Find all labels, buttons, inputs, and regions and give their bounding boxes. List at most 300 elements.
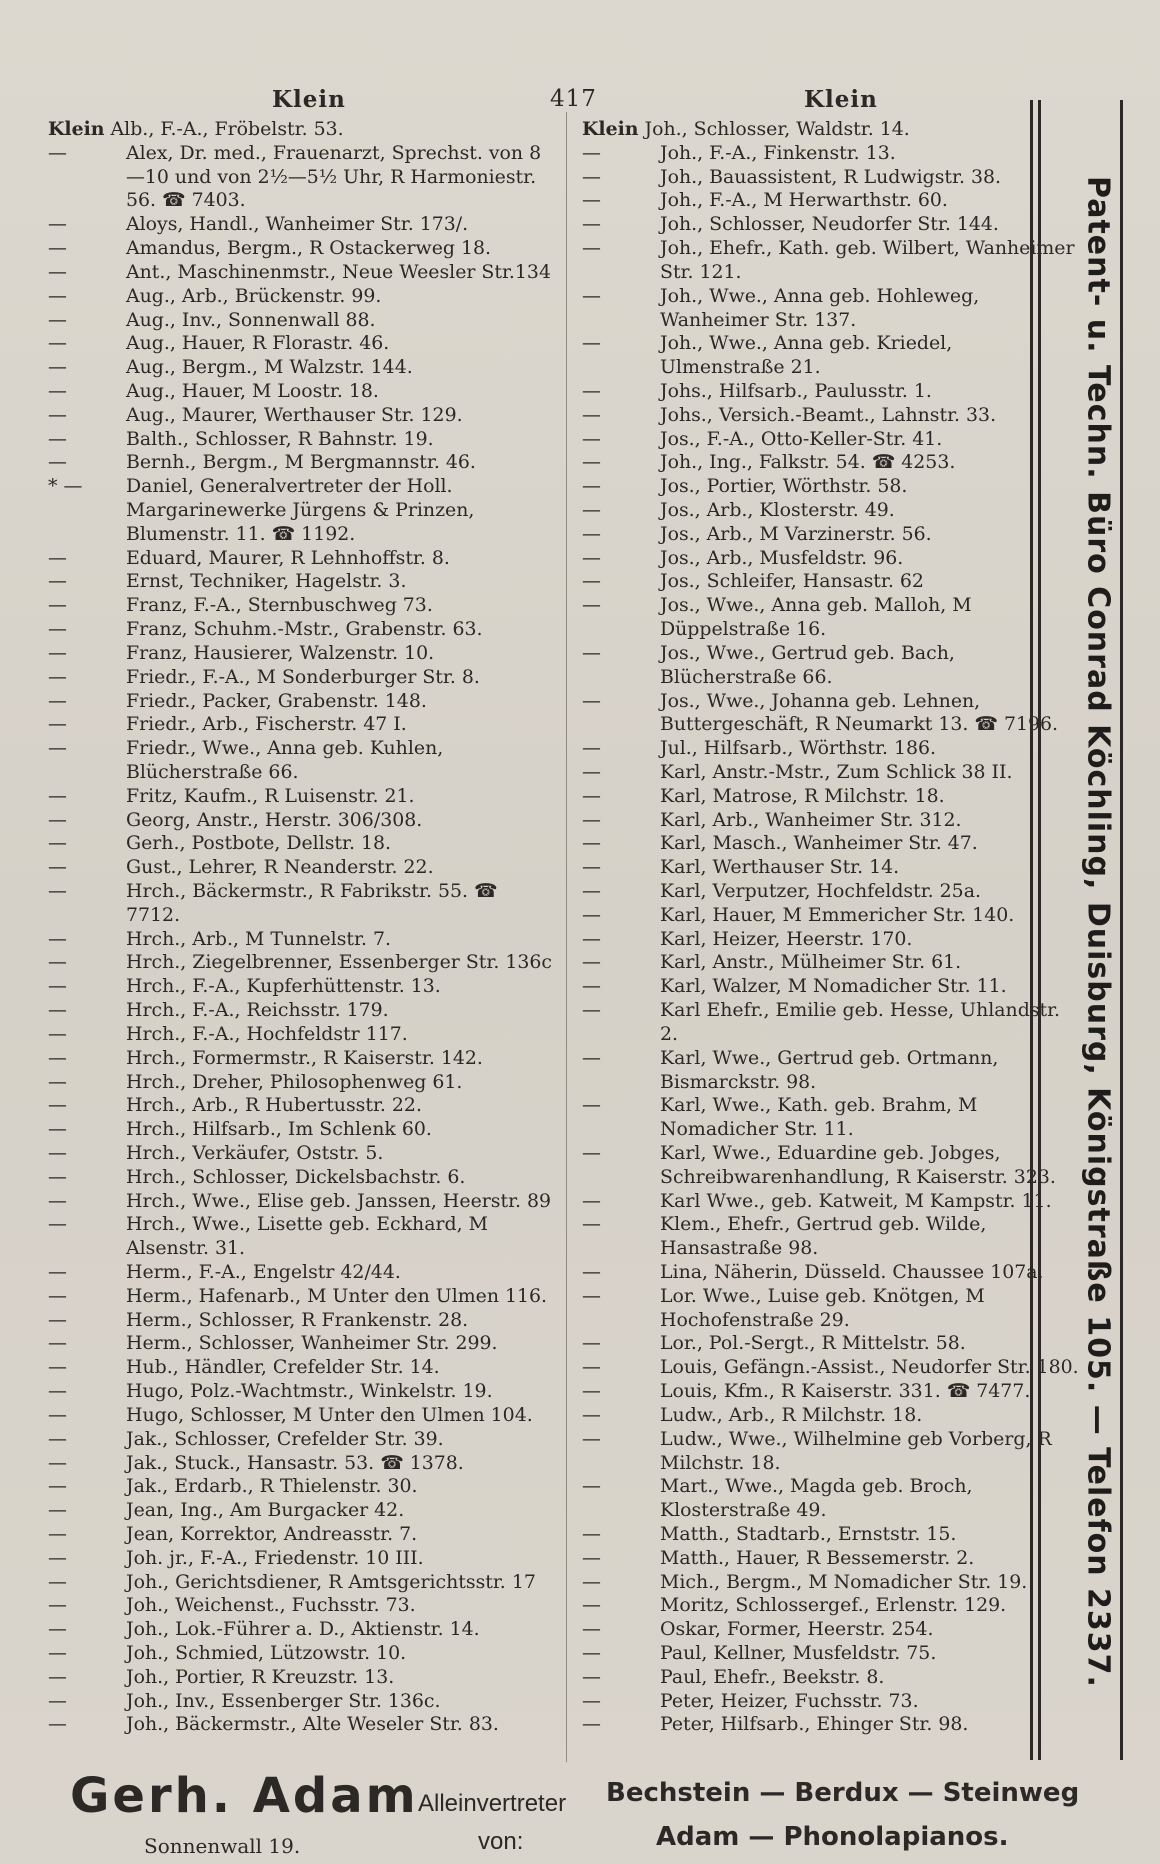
entry-lead: — xyxy=(48,832,67,855)
entry-text: Jak., Erdarb., R Thielenstr. 30. xyxy=(126,1475,418,1498)
entry-lead: — xyxy=(582,1522,601,1545)
entry-text: Joh., Bäckermstr., Alte Weseler Str. 83. xyxy=(126,1713,499,1736)
entry-text: Hrch., Formermstr., R Kaiserstr. 142. xyxy=(126,1046,483,1069)
entry-lead: — xyxy=(582,975,601,998)
entry-lead: — xyxy=(48,284,67,307)
entry-text: Joh., Ing., Falkstr. 54. ☎ 4253. xyxy=(660,451,956,474)
directory-entry xyxy=(48,856,556,880)
directory-entry xyxy=(48,1118,556,1142)
directory-entry xyxy=(48,1690,556,1714)
entry-lead: — xyxy=(48,1642,67,1664)
entry-text: Joh., Schlosser, Waldstr. 14. xyxy=(644,118,910,140)
entry-lead: Klein xyxy=(48,118,105,140)
entry-text: Karl, Werthauser Str. 14. xyxy=(660,856,900,879)
directory-entry xyxy=(48,475,556,546)
entry-text: Joh., Schmied, Lützowstr. 10. xyxy=(126,1642,407,1664)
directory-entry xyxy=(48,999,556,1023)
entry-lead: — xyxy=(582,1332,601,1355)
directory-entry xyxy=(48,951,556,975)
entry-text: Hrch., Arb., R Hubertusstr. 22. xyxy=(126,1094,422,1117)
directory-entry xyxy=(582,1190,1082,1214)
entry-lead: — xyxy=(48,1522,67,1545)
entry-lead: — xyxy=(48,1094,67,1117)
directory-entry xyxy=(48,261,556,285)
entry-lead: — xyxy=(582,1141,601,1164)
entry-text: Hrch., Schlosser, Dickelsbachstr. 6. xyxy=(126,1165,466,1188)
entry-lead: — xyxy=(582,1546,601,1569)
entry-lead: — xyxy=(48,951,67,974)
entry-lead: — xyxy=(582,237,601,260)
entry-lead: — xyxy=(48,713,67,736)
entry-text: Joh., Lok.-Führer a. D., Aktienstr. 14. xyxy=(126,1618,480,1641)
entry-lead: — xyxy=(48,856,67,879)
entry-text: Georg, Anstr., Herstr. 306/308. xyxy=(126,808,423,831)
entry-lead: — xyxy=(48,975,67,998)
entry-text: Jean, Ing., Am Burgacker 42. xyxy=(126,1499,405,1522)
entry-text: Aug., Arb., Brückenstr. 99. xyxy=(126,284,382,307)
entry-text: Joh., Inv., Essenberger Str. 136c. xyxy=(126,1689,441,1712)
entry-text: Bernh., Bergm., M Bergmannstr. 46. xyxy=(126,451,476,474)
directory-entry xyxy=(582,785,1082,809)
entry-lead: — xyxy=(48,1499,67,1522)
directory-entry xyxy=(582,856,1082,880)
entry-lead: — xyxy=(48,689,67,712)
directory-entry xyxy=(48,1380,556,1404)
entry-lead: — xyxy=(582,570,601,593)
entry-lead: — xyxy=(48,1189,67,1212)
entry-text: Herm., Hafenarb., M Unter den Ulmen 116. xyxy=(126,1284,548,1307)
entry-text: Alb., F.-A., Fröbelstr. 53. xyxy=(110,118,344,140)
directory-entry xyxy=(48,1213,556,1261)
entry-lead: — xyxy=(48,1689,67,1712)
entry-lead: — xyxy=(582,546,601,569)
directory-entry xyxy=(582,142,1082,166)
entry-lead: — xyxy=(48,237,67,260)
entry-text: Fritz, Kaufm., R Luisenstr. 21. xyxy=(126,784,415,807)
footer-brands-line1: Bechstein — Berdux — Steinweg xyxy=(606,1778,1080,1808)
entry-lead: — xyxy=(48,451,67,474)
entry-text: Karl, Matrose, R Milchstr. 18. xyxy=(660,784,945,807)
entry-text: Aug., Hauer, R Florastr. 46. xyxy=(126,332,390,355)
entry-text: Hugo, Polz.-Wachtmstr., Winkelstr. 19. xyxy=(126,1380,493,1403)
entry-lead: — xyxy=(48,356,67,379)
entry-text: Jos., Wwe., Anna geb. Malloh, M Düppelstraße 16. xyxy=(660,594,972,641)
entry-text: Alex, Dr. med., Frauenarzt, Sprechst. von 8—10 und von 2½—5½ Uhr, R Harmoniestr. 56. ☎ 7403. xyxy=(126,141,542,212)
entry-text: Jos., Arb., Musfeldstr. 96. xyxy=(660,546,904,569)
entry-text: Amandus, Bergm., R Ostackerweg 18. xyxy=(126,237,492,260)
entry-lead: — xyxy=(582,641,601,664)
entry-text: Ant., Maschinenmstr., Neue Weesler Str.134 xyxy=(126,260,551,283)
directory-entry xyxy=(582,1666,1082,1690)
entry-text: Karl, Anstr., Mülheimer Str. 61. xyxy=(660,951,962,974)
directory-entry xyxy=(48,332,556,356)
entry-lead: — xyxy=(48,141,67,164)
directory-entry xyxy=(582,118,1082,142)
entry-lead: — xyxy=(48,1451,67,1474)
directory-entry xyxy=(48,975,556,999)
directory-entry xyxy=(48,690,556,714)
entry-lead: — xyxy=(582,499,601,521)
entry-lead: — xyxy=(582,213,601,236)
entry-text: Jos., Arb., M Varzinerstr. 56. xyxy=(660,522,932,545)
entry-text: Jul., Hilfsarb., Wörthstr. 186. xyxy=(660,737,937,760)
entry-text: Klem., Ehefr., Gertrud geb. Wilde, Hansastraße 98. xyxy=(660,1213,987,1260)
entry-lead: — xyxy=(582,737,601,760)
entry-lead: — xyxy=(582,1189,601,1212)
directory-entry xyxy=(48,356,556,380)
entry-lead: — xyxy=(582,1713,601,1736)
directory-entry xyxy=(48,785,556,809)
entry-text: Jos., Arb., Klosterstr. 49. xyxy=(660,499,895,521)
entry-text: Joh. jr., F.-A., Friedenstr. 10 III. xyxy=(126,1546,424,1569)
directory-entry xyxy=(582,570,1082,594)
entry-lead: — xyxy=(582,1642,601,1664)
entry-text: Karl, Walzer, M Nomadicher Str. 11. xyxy=(660,975,1007,998)
entry-lead: — xyxy=(48,427,67,450)
directory-entry xyxy=(582,1475,1082,1523)
side-banner: Patent- u. Techn. Büro Conrad Köchling, Duisburg, Königstraße 105. — Telefon 2337. xyxy=(1080,176,1116,1688)
footer-brands-line2: Adam — Phonolapianos. xyxy=(656,1822,1009,1852)
directory-entry xyxy=(48,737,556,785)
entry-text: Jos., Schleifer, Hansastr. 62 xyxy=(660,570,924,593)
entry-lead: — xyxy=(48,379,67,402)
entry-lead: — xyxy=(48,260,67,283)
directory-entry xyxy=(582,404,1082,428)
entry-text: Aug., Bergm., M Walzstr. 144. xyxy=(126,356,413,379)
entry-text: Franz, Schuhm.-Mstr., Grabenstr. 63. xyxy=(126,618,483,641)
directory-entry xyxy=(582,1213,1082,1261)
entry-text: Joh., Weichenst., Fuchsstr. 73. xyxy=(126,1594,416,1617)
entry-lead: — xyxy=(48,546,67,569)
entry-text: Karl, Wwe., Gertrud geb. Ortmann, Bismarckstr. 98. xyxy=(660,1046,999,1093)
directory-entry xyxy=(582,1380,1082,1404)
directory-entry xyxy=(582,1642,1082,1666)
directory-entry xyxy=(582,761,1082,785)
entry-lead: — xyxy=(582,379,601,402)
entry-lead: — xyxy=(48,1165,67,1188)
directory-entry xyxy=(48,1047,556,1071)
directory-entry xyxy=(582,904,1082,928)
directory-entry xyxy=(48,428,556,452)
entry-lead: — xyxy=(48,1403,67,1426)
entry-lead: — xyxy=(582,427,601,450)
entry-text: Joh., Schlosser, Neudorfer Str. 144. xyxy=(660,213,999,236)
entry-lead: — xyxy=(48,784,67,807)
directory-entry xyxy=(48,1094,556,1118)
entry-lead: — xyxy=(48,999,67,1022)
entry-lead: — xyxy=(48,1665,67,1688)
directory-entry xyxy=(48,1475,556,1499)
entry-text: Hugo, Schlosser, M Unter den Ulmen 104. xyxy=(126,1403,533,1426)
entry-lead: — xyxy=(48,665,67,688)
entry-text: Karl, Anstr.-Mstr., Zum Schlick 38 II. xyxy=(660,760,1013,783)
entry-text: Karl Ehefr., Emilie geb. Hesse, Uhlandstr. 2. xyxy=(660,999,1061,1045)
directory-entry xyxy=(582,1356,1082,1380)
entry-text: Jos., Wwe., Johanna geb. Lehnen, Buttergeschäft, R Neumarkt 13. ☎ 7196. xyxy=(660,689,1059,736)
entry-lead: — xyxy=(48,594,67,617)
page-number: 417 xyxy=(550,86,597,112)
entry-lead: — xyxy=(48,213,67,236)
directory-entry xyxy=(48,1547,556,1571)
directory-entry xyxy=(48,1594,556,1618)
directory-entry xyxy=(48,1666,556,1690)
directory-entry xyxy=(582,1261,1082,1285)
entry-lead: — xyxy=(582,951,601,974)
entry-lead: — xyxy=(48,1284,67,1307)
directory-entry xyxy=(48,237,556,261)
directory-entry xyxy=(48,1190,556,1214)
entry-lead: — xyxy=(582,1261,601,1283)
entry-lead: — xyxy=(582,832,601,855)
entry-lead: — xyxy=(48,618,67,641)
header-left: Klein xyxy=(272,86,346,113)
directory-entry xyxy=(582,1547,1082,1571)
directory-entry xyxy=(48,1428,556,1452)
entry-text: Jak., Stuck., Hansastr. 53. ☎ 1378. xyxy=(126,1451,464,1474)
directory-entry xyxy=(48,213,556,237)
directory-entry xyxy=(582,547,1082,571)
entry-text: Friedr., Arb., Fischerstr. 47 I. xyxy=(126,713,407,736)
entry-text: Aloys, Handl., Wanheimer Str. 173/. xyxy=(126,213,469,236)
directory-entry xyxy=(48,642,556,666)
directory-entry xyxy=(48,713,556,737)
entry-lead: — xyxy=(582,141,601,164)
directory-entry xyxy=(582,189,1082,213)
entry-text: Lor., Pol.-Sergt., R Mittelstr. 58. xyxy=(660,1332,966,1355)
directory-entry xyxy=(582,1142,1082,1190)
entry-text: Herm., Schlosser, Wanheimer Str. 299. xyxy=(126,1332,498,1355)
directory-entry xyxy=(48,1261,556,1285)
directory-entry xyxy=(582,428,1082,452)
entry-text: Franz, F.-A., Sternbuschweg 73. xyxy=(126,594,433,617)
entry-lead: — xyxy=(582,689,601,712)
entry-text: Hrch., Wwe., Lisette geb. Eckhard, M Alsenstr. 31. xyxy=(126,1213,488,1260)
entry-lead: — xyxy=(48,308,67,331)
entry-text: Franz, Hausierer, Walzenstr. 10. xyxy=(126,641,435,664)
entry-lead: — xyxy=(582,1380,601,1403)
entry-lead: — xyxy=(48,1427,67,1450)
entry-text: Mart., Wwe., Magda geb. Broch, Klosterstraße 49. xyxy=(660,1475,973,1522)
directory-entry xyxy=(582,285,1082,333)
entry-text: Friedr., Packer, Grabenstr. 148. xyxy=(126,689,427,712)
entry-text: Jos., F.-A., Otto-Keller-Str. 41. xyxy=(660,427,943,450)
directory-entry xyxy=(582,1428,1082,1476)
entry-lead: * — xyxy=(48,475,83,498)
entry-lead: — xyxy=(582,1570,601,1593)
directory-entry xyxy=(582,1523,1082,1547)
entry-lead: — xyxy=(582,927,601,950)
entry-text: Paul, Ehefr., Beekstr. 8. xyxy=(660,1665,885,1688)
entry-lead: — xyxy=(582,1284,601,1307)
footer-von: von: xyxy=(478,1828,524,1855)
directory-entry xyxy=(582,1594,1082,1618)
entry-lead: — xyxy=(582,880,601,902)
directory-entry xyxy=(582,237,1082,285)
entry-text: Karl, Arb., Wanheimer Str. 312. xyxy=(660,808,962,831)
entry-text: Oskar, Former, Heerstr. 254. xyxy=(660,1618,934,1641)
directory-entry xyxy=(48,1499,556,1523)
footer-advert xyxy=(60,1764,1080,1864)
footer-company-name: Gerh. Adam xyxy=(70,1768,419,1824)
entry-lead: — xyxy=(48,880,67,902)
directory-entry xyxy=(48,1452,556,1476)
entry-text: Friedr., Wwe., Anna geb. Kuhlen, Blücherstraße 66. xyxy=(126,737,444,783)
entry-lead: — xyxy=(48,1070,67,1093)
entry-lead: — xyxy=(48,1570,67,1593)
entry-lead: — xyxy=(582,784,601,807)
directory-entry xyxy=(582,809,1082,833)
entry-text: Hrch., Hilfsarb., Im Schlenk 60. xyxy=(126,1118,432,1141)
directory-entry xyxy=(582,166,1082,190)
directory-entry xyxy=(582,380,1082,404)
directory-entry xyxy=(48,880,556,928)
directory-entry xyxy=(48,1071,556,1095)
entry-text: Jos., Portier, Wörthstr. 58. xyxy=(660,475,908,498)
directory-entry xyxy=(48,118,556,142)
entry-text: Hrch., Verkäufer, Oststr. 5. xyxy=(126,1141,384,1164)
entry-lead: — xyxy=(48,1594,67,1617)
entry-lead: — xyxy=(48,1213,67,1236)
entry-text: Joh., Gerichtsdiener, R Amtsgerichtsstr. 17 xyxy=(126,1570,536,1593)
entry-text: Joh., Portier, R Kreuzstr. 13. xyxy=(126,1665,395,1688)
directory-entry xyxy=(582,1713,1082,1737)
directory-entry xyxy=(582,832,1082,856)
entry-lead: — xyxy=(582,165,601,188)
entry-lead: — xyxy=(48,1618,67,1641)
entry-text: Ludw., Wwe., Wilhelmine geb Vorberg, R Milchstr. 18. xyxy=(660,1427,1052,1474)
entry-text: Jean, Korrektor, Andreasstr. 7. xyxy=(126,1522,418,1545)
entry-lead: — xyxy=(582,1618,601,1641)
entry-text: Matth., Hauer, R Bessemerstr. 2. xyxy=(660,1546,975,1569)
entry-text: Hrch., Bäckermstr., R Fabrikstr. 55. ☎ 7712. xyxy=(126,880,498,926)
directory-entry xyxy=(582,1047,1082,1095)
entry-text: Friedr., F.-A., M Sonderburger Str. 8. xyxy=(126,665,480,688)
entry-text: Mich., Bergm., M Nomadicher Str. 19. xyxy=(660,1570,1028,1593)
entry-lead: — xyxy=(48,1141,67,1164)
directory-entry xyxy=(582,951,1082,975)
entry-lead: — xyxy=(582,403,601,426)
entry-text: Karl, Wwe., Kath. geb. Brahm, M Nomadicher Str. 11. xyxy=(660,1094,978,1141)
entry-text: Lina, Näherin, Düsseld. Chaussee 107a. xyxy=(660,1261,1044,1283)
directory-entry xyxy=(582,1571,1082,1595)
entry-text: Jak., Schlosser, Crefelder Str. 39. xyxy=(126,1427,444,1450)
entry-text: Ernst, Techniker, Hagelstr. 3. xyxy=(126,570,407,593)
directory-entry xyxy=(582,475,1082,499)
directory-entry xyxy=(48,404,556,428)
entry-lead: — xyxy=(48,1308,67,1331)
entry-lead: — xyxy=(48,1475,67,1498)
directory-entry xyxy=(48,928,556,952)
entry-lead: — xyxy=(582,594,601,617)
directory-entry xyxy=(48,1309,556,1333)
entry-lead: — xyxy=(582,1427,601,1450)
entry-text: Ludw., Arb., R Milchstr. 18. xyxy=(660,1403,923,1426)
entry-text: Hrch., F.-A., Kupferhüttenstr. 13. xyxy=(126,975,441,998)
entry-text: Peter, Heizer, Fuchsstr. 73. xyxy=(660,1689,919,1712)
entry-text: Daniel, Generalvertreter der Holl. Margarinewerke Jürgens & Prinzen, Blumenstr. 11. ☎ 1192. xyxy=(126,475,475,545)
side-border xyxy=(1020,100,1138,1760)
directory-entry xyxy=(582,523,1082,547)
entry-text: Johs., Versich.-Beamt., Lahnstr. 33. xyxy=(660,403,997,426)
directory-entry xyxy=(48,451,556,475)
directory-entry xyxy=(582,1404,1082,1428)
entry-text: Karl, Hauer, M Emmericher Str. 140. xyxy=(660,903,1015,926)
directory-entry xyxy=(582,499,1082,523)
left-column xyxy=(48,118,556,1737)
entry-text: Hrch., F.-A., Hochfeldstr 117. xyxy=(126,1022,408,1045)
entry-lead: — xyxy=(48,808,67,831)
directory-entry xyxy=(48,832,556,856)
directory-entry xyxy=(582,999,1082,1047)
directory-entry xyxy=(48,594,556,618)
directory-entry xyxy=(48,1571,556,1595)
entry-lead: — xyxy=(582,808,601,831)
entry-text: Hrch., F.-A., Reichsstr. 179. xyxy=(126,999,389,1022)
directory-entry xyxy=(48,1642,556,1666)
entry-text: Karl Wwe., geb. Katweit, M Kampstr. 11. xyxy=(660,1189,1052,1212)
entry-text: Aug., Maurer, Werthauser Str. 129. xyxy=(126,403,463,426)
entry-lead: — xyxy=(582,1689,601,1712)
directory-entry xyxy=(582,1285,1082,1333)
directory-entry xyxy=(48,1332,556,1356)
directory-entry xyxy=(48,1356,556,1380)
directory-entry xyxy=(582,737,1082,761)
directory-entry xyxy=(582,690,1082,738)
entry-text: Karl, Wwe., Eduardine geb. Jobges, Schreibwarenhandlung, R Kaiserstr. 323. xyxy=(660,1141,1056,1188)
entry-lead: Klein xyxy=(582,118,639,140)
entry-text: Herm., Schlosser, R Frankenstr. 28. xyxy=(126,1308,469,1331)
entry-text: Louis, Kfm., R Kaiserstr. 331. ☎ 7477. xyxy=(660,1380,1031,1403)
directory-entry xyxy=(48,547,556,571)
directory-entry xyxy=(48,1023,556,1047)
entry-lead: — xyxy=(48,1546,67,1569)
directory-entry xyxy=(48,142,556,213)
directory-entry xyxy=(582,594,1082,642)
entry-lead: — xyxy=(582,1665,601,1688)
entry-text: Lor. Wwe., Luise geb. Knötgen, M Hochofenstraße 29. xyxy=(660,1284,985,1331)
entry-lead: — xyxy=(48,1332,67,1355)
entry-lead: — xyxy=(582,856,601,879)
entry-lead: — xyxy=(582,1594,601,1617)
entry-text: Hrch., Arb., M Tunnelstr. 7. xyxy=(126,927,391,950)
directory-entry xyxy=(582,880,1082,904)
entry-lead: — xyxy=(582,522,601,545)
entry-text: Hrch., Wwe., Elise geb. Janssen, Heerstr. 89 xyxy=(126,1189,552,1212)
directory-entry xyxy=(582,975,1082,999)
header-right: Klein xyxy=(804,86,878,113)
directory-entry xyxy=(582,928,1082,952)
directory-entry xyxy=(582,213,1082,237)
entry-lead: — xyxy=(48,403,67,426)
directory-entry xyxy=(582,642,1082,690)
entry-lead: — xyxy=(582,1356,601,1379)
entry-text: Hrch., Dreher, Philosophenweg 61. xyxy=(126,1070,463,1093)
entry-text: Aug., Inv., Sonnenwall 88. xyxy=(126,308,376,331)
directory-entry xyxy=(48,1523,556,1547)
entry-lead: — xyxy=(48,1022,67,1045)
directory-entry xyxy=(48,570,556,594)
entry-text: Eduard, Maurer, R Lehnhoffstr. 8. xyxy=(126,546,450,569)
entry-text: Joh., Ehefr., Kath. geb. Wilbert, Wanheimer Str. 121. xyxy=(660,237,1075,283)
entry-lead: — xyxy=(48,570,67,593)
entry-text: Karl, Masch., Wanheimer Str. 47. xyxy=(660,832,978,855)
footer-alleinvertreter: Alleinvertreter xyxy=(418,1790,567,1817)
entry-lead: — xyxy=(582,332,601,355)
entry-lead: — xyxy=(582,1094,601,1117)
entry-lead: — xyxy=(582,475,601,498)
entry-text: Joh., Wwe., Anna geb. Hohleweg, Wanheimer Str. 137. xyxy=(660,284,980,331)
directory-entry xyxy=(582,1094,1082,1142)
